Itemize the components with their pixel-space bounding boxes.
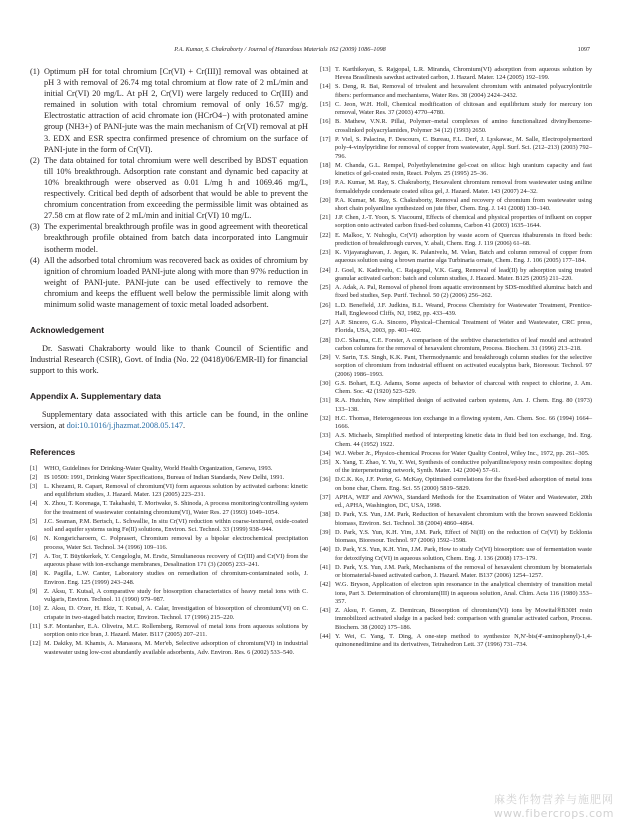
reference-item bbox=[320, 83, 592, 100]
reference-item bbox=[320, 232, 592, 249]
reference-item bbox=[30, 623, 308, 640]
reference-item-text: B. Mathew, V.N.R. Pillai, Polymer–metal complexes of amino functionalized divinylbenzene-crosslinked polyacrylamides, Polymer 34 (12) (1993) 2650. bbox=[335, 118, 592, 134]
acknowledgement-text: Dr. Saswati Chakraborty would like to thank Council of Scientific and Industrial Research (CSIR), Govt. of India (No. 22 (0418)/06/EMR-II) for financial support to this work. bbox=[30, 344, 308, 376]
reference-item-text: P.A. Kumar, M. Ray, S. Chakraborty, Removal and recovery of chromium from wastewater using short chain polyaniline synthesized on jute fiber, Chem. Eng. J. 141 (2008) 130–140. bbox=[335, 196, 592, 212]
reference-item-number: [35] bbox=[320, 458, 331, 466]
reference-item-text: T. Karthikeyan, S. Rajgopal, L.R. Miranda, Chromium(VI) adsorption from aqueous solution by Hevea Brasilinesis sawdust activated carbon, J. Hazard. Mater. 124 (2005) 192–199. bbox=[335, 66, 592, 82]
reference-item bbox=[320, 415, 592, 432]
reference-item-number: [8] bbox=[30, 570, 38, 578]
reference-item-text: A.S. Michaels, Simplified method of interpreting kinetic data in fluid bed ion exchange, Ind. Eng. Chem. 44 (1952) 1922. bbox=[335, 432, 592, 448]
reference-item-text: N. Kongsricharoern, C. Polprasert, Chromium removal by a bipolar electrochemical precipitation process, Water Sci. Technol. 34 (1996) 109–116. bbox=[44, 535, 308, 551]
reference-item-text: P.A. Kumar, M. Ray, S. Chakraborty, Hexavalent chromium removal from wastewater using aniline formaldehyde condensate coated silica gel, J. Hazard. Mater. 143 (2007) 24–32. bbox=[335, 179, 592, 195]
reference-item-number: [15] bbox=[320, 100, 331, 108]
reference-item-number: [13] bbox=[320, 66, 331, 73]
references-heading: References bbox=[30, 446, 76, 457]
conclusion-item-number: (1) bbox=[30, 67, 40, 76]
reference-item-number: [4] bbox=[30, 500, 38, 508]
reference-item-text: D. Park, Y.S. Yun, J.M. Park, Reduction of hexavalent chromium with the brown seaweed Ecklonia biomass, Environ. Sci. Technol. 38 (2004) 4860–4864. bbox=[335, 511, 592, 527]
reference-item-number: [5] bbox=[30, 517, 38, 525]
reference-item bbox=[320, 66, 592, 83]
reference-item-number: [30] bbox=[320, 379, 331, 387]
reference-item-text: L.D. Benefield, J.F. Judkins, B.L. Weand, Process Chemistry for Wastewater Treatment, Prentice-Hall, Englewood Cliffs, NJ, 1982, pp. 433–439. bbox=[335, 301, 592, 317]
reference-item-number: [24] bbox=[320, 266, 331, 274]
reference-item-text: V. Sarin, T.S. Singh, K.K. Pant, Thermodynamic and breakthrough column studies for the selective sorption of chromium from industrial effluent on activated eucalyptus bark, Bioresour. Technol. 97 (2006) 1986–1993. bbox=[335, 354, 592, 378]
page-number: 1097 bbox=[577, 46, 590, 53]
reference-item-number: [41] bbox=[320, 563, 331, 571]
reference-item-number: [28] bbox=[320, 336, 331, 344]
reference-item-number: [38] bbox=[320, 511, 331, 519]
reference-item-text: C. Jeon, W.H. Holl, Chemical modification of chitosan and equilibrium study for mercury ion removal, Water Res. 37 (2003) 4770–4780. bbox=[335, 100, 592, 117]
reference-item bbox=[320, 380, 592, 397]
reference-item-number: [10] bbox=[30, 605, 41, 613]
conclusion-item bbox=[30, 66, 308, 155]
reference-item-number: [1] bbox=[30, 464, 38, 472]
site-watermark bbox=[494, 791, 614, 820]
reference-item-number: [3] bbox=[30, 482, 38, 490]
reference-item bbox=[320, 249, 592, 266]
reference-item-number: [32] bbox=[320, 414, 331, 422]
reference-item-number: [20] bbox=[320, 196, 331, 204]
running-header-citation: P.A. Kumar, S. Chakraborty / Journal of Hazardous Materials 162 (2009) 1086–1098 bbox=[174, 46, 386, 53]
reference-item-number: [21] bbox=[320, 214, 331, 222]
reference-item bbox=[30, 553, 308, 570]
conclusion-item bbox=[30, 255, 308, 310]
reference-item-text: X. Zhou, T. Korenaga, T. Takahashi, T. Moriwake, S. Shinoda, A process monitoring/controlling system for the treatment of wastewater containing chromium(VI), Water Res. 27 (1993) 1049–1054. bbox=[44, 500, 308, 516]
reference-item bbox=[320, 633, 592, 650]
reference-item-text: M. Dakiky, M. Khamis, A. Manassra, M. Mer'eb, Selective adsorption of chromium(VI) in industrial wastewater using low-cost abundantly available adsorbents, Adv. Environ. Res. 6 (2002) 533–540. bbox=[44, 640, 308, 656]
reference-item bbox=[30, 500, 308, 517]
reference-item-text: D. Park, Y.S. Yun, J.M. Park, Mechanisms of the removal of hexavalent chromium by biomaterials or biomaterial-based activated carbon, J. Hazard. Mater. B137 (2006) 1254–1257. bbox=[335, 563, 592, 580]
reference-item bbox=[320, 511, 592, 528]
reference-item bbox=[30, 518, 308, 535]
conclusion-item-text: All the adsorbed total chromium was recovered back as oxides of chromium by ignition of chromium loaded PANI-jute along with more than 97% reduction in weight of PANI-jute. PANI-jute can be used effectively to remove the chromium and keeps the effluent well below the permissible limit along with minimum solid waste management of toxic metal loaded adsorbent. bbox=[44, 255, 308, 309]
reference-item bbox=[320, 397, 592, 414]
reference-item-text: W.J. Weber Jr., Physico-chemical Process for Water Quality Control, Wiley Inc., 1972, pp. 261–305. bbox=[335, 449, 590, 457]
reference-item-text: A.P. Sincero, G.A. Sincero, Physical–Chemical Treatment of Water and Wastewater, CRC press, Florida, USA, 2003, pp. 401–402. bbox=[335, 319, 592, 335]
reference-item-text: A. Tor, T. Büyükerkek, Y. Cengeloglu, M. Ersöz, Simultaneous recovery of Cr(III) and Cr(VI) from the aqueous phase with ion-exchange membranes, Desalination 171 (3) (2005) 233–241. bbox=[44, 552, 308, 569]
reference-item-text: S. Deng, R. Bai, Removal of trivalent and hexavalent chromium with animated polyacrylonitrile fibers: performance and mechanisms, Water Res. 38 (2004) 2424–2432. bbox=[335, 83, 592, 99]
reference-item-text: K. Vijayaraghavan, J. Jegan, K. Palanivelu, M. Velan, Batch and column removal of copper from aqueous solution using a brown marine alga Turbinaria ornate, Chem. Eng. J. 106 (2005) 177–184. bbox=[335, 249, 592, 265]
conclusion-item-number: (4) bbox=[30, 255, 40, 265]
reference-item-number: [7] bbox=[30, 552, 38, 560]
reference-item bbox=[320, 450, 592, 458]
appendix-heading: Appendix A. Supplementary data bbox=[30, 391, 161, 402]
reference-item bbox=[320, 432, 592, 449]
reference-item-text: Z. Aksu, T. Kutsal, A comparative study for biosorption characteristics of heavy metal ions with C. vulgaris, Environ. Technol. 11 (1990) 979–987. bbox=[44, 587, 308, 604]
reference-item bbox=[320, 136, 592, 161]
reference-item-number: [9] bbox=[30, 587, 38, 595]
reference-item-number: [44] bbox=[320, 632, 331, 640]
acknowledgement-heading: Acknowledgement bbox=[30, 325, 104, 336]
conclusion-item-text: The experimental breakthrough profile was in good agreement with theoretical breakthrough profile obtained from batch data incorporated into Langmuir isotherm model. bbox=[44, 222, 308, 254]
conclusion-item bbox=[30, 221, 308, 254]
appendix-doi-link[interactable]: doi:10.1016/j.jhazmat.2008.05.147 bbox=[66, 421, 184, 431]
reference-item bbox=[30, 605, 308, 622]
reference-item-text: Z. Aksu, F. Gonen, Z. Demircan, Biosorption of chromium(VI) ions by Mowital®B30H resin immobilized activated sludge in a packed bed: comparison with granular activated carbon, Process. Biochem. 38 (2002) 175–186. bbox=[335, 607, 592, 631]
reference-item-number: [11] bbox=[30, 622, 41, 630]
reference-item-number: [16] bbox=[320, 118, 331, 126]
appendix-text-before: Supplementary data associated with this article can be found, in the online version, at bbox=[30, 410, 308, 431]
reference-item bbox=[320, 118, 592, 135]
reference-item-number: [18] bbox=[320, 161, 331, 169]
reference-item-text: IS 10500: 1991, Drinking Water Specifications, Bureau of Indian Standards, New Delhi, 1991. bbox=[44, 473, 285, 481]
reference-item-number: [6] bbox=[30, 535, 38, 543]
reference-item-text: D.C. Sharma, C.E. Forster, A comparison of the sorbtive characteristics of leaf mould and activated carbon columns for the removal of hexavalent chromium, Process. Biochem. 31 (1996) 213–218. bbox=[335, 336, 592, 352]
reference-item-text: P. Viel, S. Palacina, F. Descours, C. Bureau, F.L. Derf, J. Lyskawac, M. Salle, Electropolymerized poly-4-vinylpyridine for removal of copper from wastewater, Appl. Surf. Sci. (212–213) (2003) 792–796. bbox=[335, 135, 592, 160]
reference-item-text: Y. Wei, C. Yang, T. Ding, A one-step method to synthesize N,N′-bis(4′-aminophenyl)-1,4-quinonenediimine and its derivatives, Tetrahedron Lett. 37 (1996) 731–734. bbox=[335, 632, 592, 649]
reference-item-text: Z. Aksu, D. O'zer, H. Ekiz, T. Kutsal, A. Calar, Investigation of biosorption of chromium(VI) on C. crispate in two-staged batch reactor, Environ. Technol. 17 (1996) 215–220. bbox=[44, 605, 308, 621]
reference-item bbox=[30, 570, 308, 587]
watermark-url: www.fibercrops.com bbox=[493, 807, 614, 820]
reference-item-number: [31] bbox=[320, 397, 331, 405]
reference-item bbox=[30, 474, 308, 482]
reference-item-text: M. Chanda, G.L. Rempel, Polyethyleneimine gel-coat on silica: high uranium capacity and fast kinetics of gel-coated resin, React. Polym. 25 (1995) 25–36. bbox=[335, 161, 592, 178]
reference-item-number: [33] bbox=[320, 432, 331, 440]
reference-item-text: G.S. Bohart, E.Q. Adams, Some aspects of behavior of charcoal with respect to chlorine, J. Am. Chem. Soc. 42 (1920) 523–529. bbox=[335, 379, 592, 396]
reference-item-text: K. Pagilla, L.W. Canter, Laboratory studies on remediation of chromium-contaminated soils, J. Environ. Eng. 125 (1999) 243–248. bbox=[44, 570, 308, 586]
reference-item-text: X. Yang, T. Zhao, Y. Yu, Y. Wei, Synthesis of conductive polyaniline/epoxy resin composites: doping of the interpenetrating network, Synth. Mater. 142 (2004) 57–61. bbox=[335, 458, 592, 475]
reference-item-text: J.C. Seaman, P.M. Bertsch, L. Schwallie, In situ Cr(VI) reduction within coarse-textured, oxide-coated soil and aquifer systems using Fe(II) solutions, Environ. Sci. Technol. 33 (1999) 938–944. bbox=[44, 517, 308, 534]
reference-item bbox=[320, 197, 592, 214]
conclusion-item-text: The data obtained for total chromium were well described by BDST equation till 10% breakthrough. Adsorption rate constant and dynamic bed capacity at 10% breakthrough were observed as 0.01 L/mg h and 1069.46 mg/L, respectively. Critical bed depth of adsorbent that would be able to prevent the chromium concentration from exceeding the permissible limit was obtained as 27.58 cm at flow rate of 2 mL/min and initial Cr(VI) 10 mg/L. bbox=[44, 155, 308, 221]
reference-item-text: J. Goel, K. Kadirvelu, C. Rajagopal, V.K. Garg, Removal of lead(II) by adsorption using treated granular activated carbon: batch and column studies, J. Hazard. Mater. B125 (2005) 211–220. bbox=[335, 266, 592, 282]
reference-item bbox=[320, 267, 592, 284]
conclusions-list bbox=[30, 66, 308, 310]
reference-item-number: [36] bbox=[320, 476, 331, 484]
references-list-left bbox=[30, 465, 308, 657]
conclusion-item-number: (2) bbox=[30, 155, 40, 165]
reference-item-number: [42] bbox=[320, 581, 331, 589]
reference-item bbox=[320, 459, 592, 476]
running-header bbox=[30, 46, 590, 58]
reference-item bbox=[30, 483, 308, 500]
reference-item-text: APHA, WEF and AWWA, Standard Methods for the Examination of Water and Wastewater, 20th ed., APHA, Washington, DC, USA, 1998. bbox=[335, 493, 592, 510]
reference-item-number: [43] bbox=[320, 607, 331, 615]
reference-item-number: [12] bbox=[30, 640, 41, 648]
appendix-text bbox=[30, 409, 308, 431]
reference-item-number: [40] bbox=[320, 546, 331, 554]
reference-item bbox=[30, 535, 308, 552]
reference-item-text: E. Malkoc, Y. Nuhoglu, Cr(VI) adsorption by waste acorn of Quercus ithaburensis in fixed beds: prediction of breakthrough curves, Y. abali, Chem. Eng. J. 119 (2006) 61–68. bbox=[335, 231, 592, 247]
reference-item-number: [19] bbox=[320, 179, 331, 187]
reference-item-text: J.P. Chen, J.-T. Yoon, S. Yiacoumi, Effects of chemical and physical properties of influent on copper sorption onto activated carbon fixed-bed columns, Carbon 41 (2003) 1635–1644. bbox=[335, 214, 592, 230]
appendix-text-after: . bbox=[183, 421, 186, 431]
reference-item bbox=[320, 162, 592, 179]
left-column bbox=[30, 66, 308, 658]
reference-item bbox=[320, 494, 592, 511]
reference-item-number: [26] bbox=[320, 301, 331, 309]
reference-item-number: [2] bbox=[30, 473, 38, 481]
reference-item bbox=[320, 284, 592, 301]
reference-item bbox=[320, 476, 592, 493]
reference-item-number: [34] bbox=[320, 449, 331, 457]
reference-item-number: [23] bbox=[320, 249, 331, 257]
reference-item-text: D.C.K. Ko, J.F. Porter, G. McKay, Optimised correlations for the fixed-bed adsorption of metal ions on bone char, Chem. Eng. Sci. 55 (2000) 5819–5829. bbox=[335, 476, 592, 492]
reference-item-number: [29] bbox=[320, 354, 331, 362]
reference-item-text: WHO, Guidelines for Drinking-Water Quality, World Health Organization, Geneva, 1993. bbox=[44, 464, 273, 472]
reference-item bbox=[320, 354, 592, 379]
reference-item bbox=[30, 465, 308, 473]
references-list-right bbox=[320, 66, 592, 650]
watermark-chinese: 麻类作物营养与施肥网 bbox=[494, 793, 614, 806]
reference-item-text: H.C. Thomas, Heterogeneous ion exchange in a flowing system, Am. Chem. Soc. 66 (1994) 1664–1666. bbox=[335, 414, 592, 431]
reference-item-number: [14] bbox=[320, 83, 331, 91]
reference-item-text: D. Park, Y.S. Yun, K.H. Yim, J.M. Park, Effect of Ni(II) on the reduction of Cr(VI) by Ecklonia biomass, Bioresour. Technol. 97 (2006) 1592–1598. bbox=[335, 528, 592, 545]
reference-item bbox=[320, 529, 592, 546]
reference-item bbox=[320, 607, 592, 632]
reference-item bbox=[320, 564, 592, 581]
reference-item bbox=[320, 214, 592, 231]
reference-item bbox=[30, 640, 308, 657]
reference-item-text: W.G. Bryson, Application of electron spin resonance in the analytical chemistry of transition metal ions, Part 3. Determination of chromium(III) in aqueous solution, Anal. Chim. Acta 116 (1980) 353–357. bbox=[335, 581, 592, 605]
right-column bbox=[320, 66, 592, 650]
reference-item-text: D. Park, Y.S. Yun, K.H. Yim, J.M. Park, How to study Cr(VI) biosorption: use of fermentation waste for detoxifying Cr(VI) in aqueous solution, Chem. Eng. J. 136 (2008) 173–179. bbox=[335, 546, 592, 562]
reference-item-number: [37] bbox=[320, 493, 331, 501]
conclusion-item-text: Optimum pH for total chromium [Cr(VI) + Cr(III)] removal was obtained at pH 3 with removal of 26.74 mg total chromium at flow rate of 2 mL/min and initial Cr(VI) 20 mg/L. At pH 2, Cr(VI) were largely reduced to Cr(III) and remained in solution with total chromium removal of only 16.57 mg/g. Electrostatic attraction of acid chromate ion (HCrO4−) with protonated amine group (NH3+) of PANI-jute was the main mechanism of Cr(VI) removal at pH 3. EDX and ESR spectra confirmed presence of chromium on the surface of PANI-jute in the form of Cr(VI). bbox=[44, 67, 308, 154]
reference-item-number: [25] bbox=[320, 284, 331, 292]
reference-item-text: R.A. Hutchin, New simplified design of activated carbon systems, Am. J. Chem. Eng. 80 (1973) 133–138. bbox=[335, 397, 592, 413]
reference-item bbox=[320, 581, 592, 606]
reference-item bbox=[320, 179, 592, 196]
reference-item bbox=[320, 337, 592, 354]
reference-item bbox=[320, 319, 592, 336]
reference-item bbox=[320, 101, 592, 118]
reference-item-text: S.F. Montanher, E.A. Oliveira, M.C. Rollemberg, Removal of metal ions from aqueous solutions by sorption onto rice bran, J. Hazard. Mater. B117 (2005) 207–211. bbox=[44, 622, 308, 639]
conclusion-item bbox=[30, 155, 308, 222]
reference-item-number: [27] bbox=[320, 319, 331, 327]
reference-item-number: [17] bbox=[320, 135, 331, 143]
reference-item-text: A. Adak, A. Pal, Removal of phenol from aquatic environment by SDS-modified alumina: batch and fixed bed studies, Sep. Purif. Technol. 50 (2) (2006) 256–262. bbox=[335, 284, 592, 300]
reference-item-text: L. Khezami, R. Capart, Removal of chromium(VI) form aqueous solution by activated carbons: kinetic and equilibrium studies, J. Hazard. Mater. 123 (2005) 223–231. bbox=[44, 482, 308, 499]
reference-item bbox=[30, 588, 308, 605]
reference-item-number: [39] bbox=[320, 528, 331, 536]
reference-item bbox=[320, 302, 592, 319]
reference-item bbox=[320, 546, 592, 563]
reference-item-number: [22] bbox=[320, 231, 331, 239]
conclusion-item-number: (3) bbox=[30, 222, 40, 232]
